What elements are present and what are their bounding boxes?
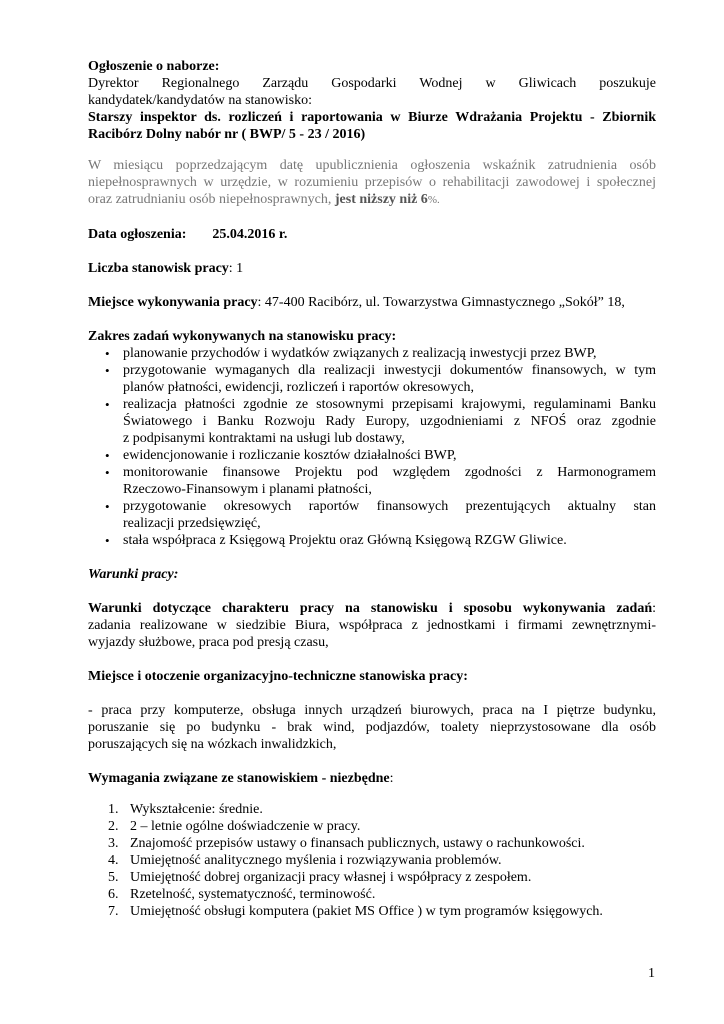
task-item-line: Rzeczowo-Finansowym i planami płatności, [123,482,372,497]
employment-note-end: %. [427,194,440,206]
page-number: 1 [648,966,655,981]
date-label: Data ogłoszenia: [88,227,187,242]
employment-note-bold: jest niższy niż 6 [334,192,428,207]
task-item-line: z podpisanymi kontraktami na usługi lub dostawy, [123,431,405,446]
task-item [93,532,656,549]
task-item-line: stała współpraca z Księgową Projektu oraz Główną Księgową RZGW Gliwice. [123,533,567,548]
conditions-heading: Warunki pracy: [88,567,179,582]
announcement-title: Ogłoszenie o naborze: [88,59,220,74]
requirement-item [88,835,656,852]
requirement-text: Rzetelność, systematyczność, terminowość. [130,887,376,902]
task-item [93,447,656,464]
requirement-text: Znajomość przepisów ustawy o finansach publicznych, ustawy o rachunkowości. [130,836,585,851]
requirement-item [88,818,656,835]
requirement-number: 7. [108,904,119,919]
requirement-item [88,852,656,869]
requirement-text: Umiejętność dobrej organizacji pracy własnej i współpracy z zespołem. [130,870,532,885]
work-place [88,294,656,311]
requirement-text: Wykształcenie: średnie. [130,802,263,817]
environment-line: poruszanie się po budynku - brak wind, podjazdów, toalety nieprzystosowane dla osób [88,720,656,735]
tasks-list [88,345,656,549]
place-label: Miejsce wykonywania pracy [88,295,258,310]
task-item-line: realizacji przedsięwzięć, [123,516,261,531]
environment-heading: Miejsce i otoczenie organizacyjno-techniczne stanowiska pracy: [88,669,468,684]
requirement-text: Umiejętność obsługi komputera (pakiet MS Office ) w tym programów księgowych. [130,904,603,919]
nature-heading: Warunki dotyczące charakteru pracy na stanowisku i sposobu wykonywania zadań [88,601,653,616]
employment-note-line: W miesiącu poprzedzającym datę upublicznienia ogłoszenia wskaźnik zatrudnienia osób [88,158,656,173]
positions-count [88,260,656,277]
document-page [88,58,656,920]
requirements-heading-line [88,770,656,787]
requirement-item [88,886,656,903]
bullet-icon: • [105,346,110,361]
place-value: : 47-400 Racibórz, ul. Towarzystwa Gimnastycznego „Sokół” 18, [257,295,625,310]
task-item [93,396,656,447]
date-value: 25.04.2016 r. [212,227,288,242]
task-item-line: planowanie przychodów i wydatków związanych z realizacją inwestycji przez BWP, [123,346,597,361]
task-item-line: planów płatności, ewidencji, rozliczeń i raportów okresowych, [123,380,475,395]
task-item-line: realizacja płatności zgodnie ze stosownymi przepisami krajowymi, regulaminami Banku [123,397,656,412]
task-item [93,345,656,362]
task-item [93,464,656,498]
requirement-number: 1. [108,802,119,817]
requirement-number: 4. [108,853,119,868]
task-item [93,498,656,532]
requirements-heading: Wymagania związane ze stanowiskiem - niezbędne [88,771,390,786]
nature-heading-line [88,600,656,617]
nature-line: wyjazdy służbowe, praca pod presją czasu, [88,635,329,650]
nature-line: zadania realizowane w siedzibie Biura, współpraca z jednostkami i firmami zewnętrznymi- [88,618,656,633]
bullet-icon: • [105,397,110,412]
requirement-number: 6. [108,887,119,902]
requirement-item [88,801,656,818]
tasks-heading: Zakres zadań wykonywanych na stanowisku pracy: [88,329,397,344]
bullet-icon: • [105,363,110,378]
environment-line: - praca przy komputerze, obsługa innych urządzeń biurowych, praca na I piętrze budynku, [88,703,656,718]
task-item-line: przygotowanie okresowych raportów finansowych prezentujących aktualny stan [123,499,656,514]
employment-note [88,157,656,209]
bullet-icon: • [105,499,110,514]
employment-note-line [88,191,656,209]
task-item-line: Światowego i Banku Rozwoju Rady Europy, uzgodnieniami z NFOŚ oraz zgodnie [123,414,656,429]
environment-line: poruszających się na wózkach inwalidzkich, [88,737,337,752]
employment-note-line: niepełnosprawnych w urzędzie, w rozumieniu przepisów o rehabilitacji zawodowej i społecznej [88,175,656,190]
count-value: : 1 [228,261,244,276]
requirement-number: 2. [108,819,119,834]
task-item-line: ewidencjonowanie i rozliczanie kosztów działalności BWP, [123,448,457,463]
requirement-number: 3. [108,836,119,851]
requirement-item [88,903,656,920]
employment-note-text: oraz zatrudnianiu osób niepełnosprawnych, [88,192,335,207]
intro-line: Dyrektor Regionalnego Zarządu Gospodarki Wodnej w Gliwicach poszukuje [88,76,656,91]
position-title: Starszy inspektor ds. rozliczeń i raportowania w Biurze Wdrażania Projektu - Zbiornik [88,110,656,125]
task-item-line: przygotowanie wymaganych dla realizacji inwestycji dokumentów finansowych, w tym [123,363,656,378]
bullet-icon: • [105,448,110,463]
task-item-line: monitorowanie finansowe Projektu pod względem zgodności z Harmonogramem [123,465,656,480]
requirement-number: 5. [108,870,119,885]
requirements-colon: : [389,771,394,786]
requirements-list [88,801,656,920]
bullet-icon: • [105,533,110,548]
nature-colon: : [652,601,656,616]
position-title: Racibórz Dolny nabór nr ( BWP/ 5 - 23 / 2016) [88,127,366,142]
publication-date [88,226,656,243]
requirement-text: 2 – letnie ogólne doświadczenie w pracy. [130,819,361,834]
requirement-item [88,869,656,886]
count-label: Liczba stanowisk pracy [88,261,229,276]
requirement-text: Umiejętność analitycznego myślenia i rozwiązywania problemów. [130,853,502,868]
intro-line: kandydatek/kandydatów na stanowisko: [88,93,312,108]
bullet-icon: • [105,465,110,480]
task-item [93,362,656,396]
